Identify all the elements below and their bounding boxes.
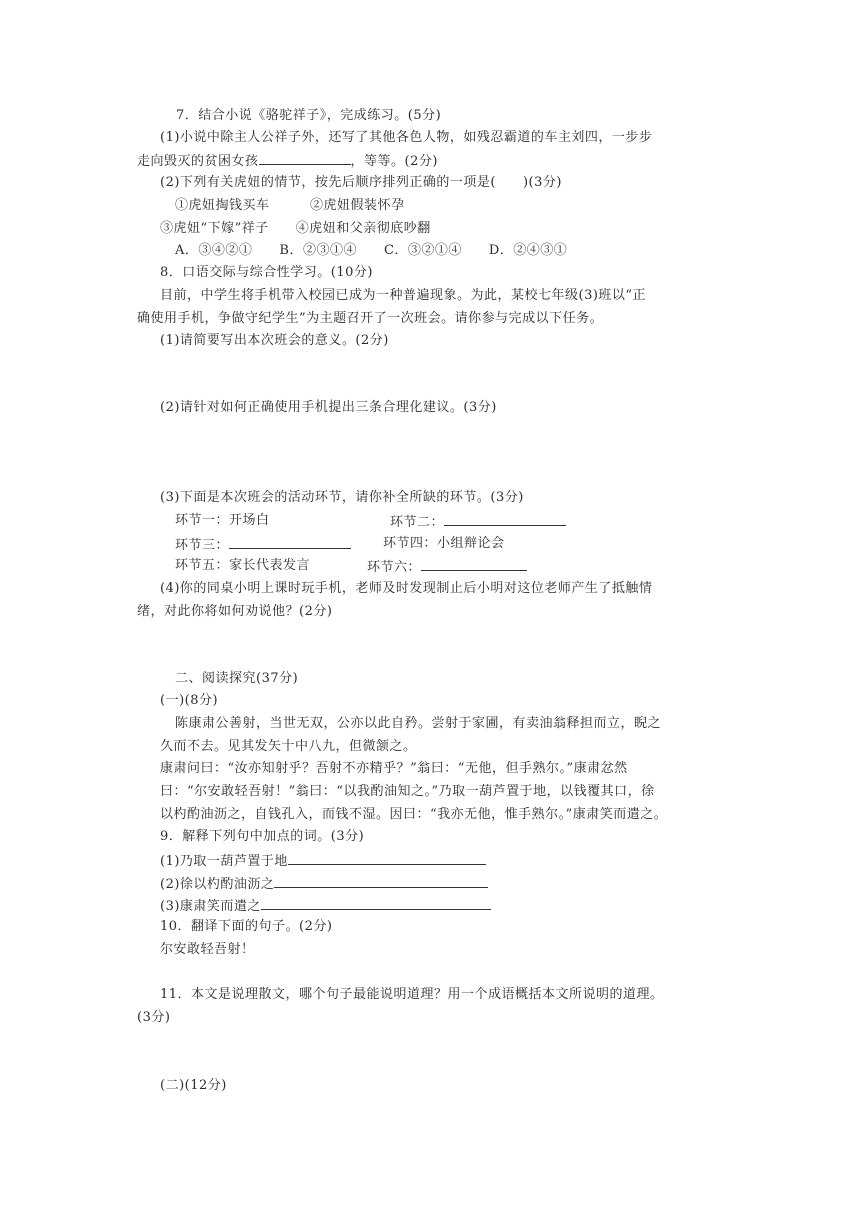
q7-part2: (2)下列有关虎妞的情节，按先后顺序排列正确的一项是( )(3分) bbox=[160, 175, 562, 190]
q11-line1: 11．本文是说理散文，哪个句子最能说明道理？用一个成语概括本文所说明的道理。 bbox=[160, 987, 664, 1002]
q7-choices: A．③④②① B．②③①④ C．③②①④ D．②④③① bbox=[175, 243, 568, 258]
q9-item1 bbox=[160, 851, 486, 871]
q9-item3 bbox=[160, 896, 491, 916]
q8-link6 bbox=[367, 557, 527, 577]
q8-task4-line2: 绪，对此你将如何劝说他？(2分) bbox=[137, 604, 333, 619]
section2-part2: (二)(12分) bbox=[160, 1078, 227, 1093]
q7-part1-text-b: ，等等。(2分) bbox=[350, 154, 438, 169]
q8-link1: 环节一：开场白 bbox=[175, 513, 270, 528]
q9-item2 bbox=[160, 874, 488, 894]
answer-blank[interactable] bbox=[444, 512, 566, 526]
q7-part1-text-a: 走向毁灭的贫困女孩 bbox=[137, 154, 259, 169]
q7-part1-line2 bbox=[137, 151, 438, 171]
q10-title: 10．翻译下面的句子。(2分) bbox=[160, 919, 333, 934]
passage-line3: 康肃问曰：“汝亦知射乎？吾射不亦精乎？”翁曰：“无他，但手熟尔。”康肃忿然 bbox=[160, 761, 628, 776]
q9-item1-text: (1)乃取一葫芦置于地 bbox=[160, 854, 288, 869]
answer-blank[interactable] bbox=[229, 535, 351, 549]
q9-title: 9．解释下列句中加点的词。(3分) bbox=[160, 829, 365, 844]
q10-sentence: 尔安敢轻吾射！ bbox=[160, 942, 255, 957]
q7-options-row1: ①虎妞掏钱买车 ②虎妞假装怀孕 bbox=[175, 198, 405, 213]
q8-link4: 环节四：小组辩论会 bbox=[383, 536, 505, 551]
answer-blank[interactable] bbox=[274, 874, 488, 888]
q9-item3-text: (3)康肃笑而遣之 bbox=[160, 899, 261, 914]
passage-line1: 陈康肃公善射，当世无双，公亦以此自矜。尝射于家圃，有卖油翁释担而立，睨之 bbox=[175, 716, 662, 731]
q8-link5: 环节五：家长代表发言 bbox=[175, 558, 311, 573]
q8-link2 bbox=[390, 512, 566, 532]
q8-intro-line1: 目前，中学生将手机带入校园已成为一种普遍现象。为此，某校七年级(3)班以“正 bbox=[160, 288, 647, 303]
q9-item2-text: (2)徐以杓酌油沥之 bbox=[160, 877, 275, 892]
answer-blank[interactable] bbox=[259, 151, 351, 165]
q8-task4-line1: (4)你的同桌小明上课时玩手机，老师及时发现制止后小明对这位老师产生了抵触情 bbox=[160, 581, 653, 596]
q7-title: 7．结合小说《骆驼祥子》，完成练习。(5分) bbox=[176, 108, 442, 123]
passage-line5: 以杓酌油沥之，自钱孔入，而钱不湿。因曰：“我亦无他，惟手熟尔。”康肃笑而遣之。 bbox=[160, 807, 668, 822]
q8-task2: (2)请针对如何正确使用手机提出三条合理化建议。(3分) bbox=[160, 400, 497, 415]
passage-line2: 久而不去。见其发矢十中八九，但微颔之。 bbox=[160, 739, 417, 754]
q7-options-row2: ③虎妞“下嫁”祥子 ④虎妞和父亲彻底吵翻 bbox=[160, 221, 431, 236]
answer-blank[interactable] bbox=[261, 896, 491, 910]
q8-title: 8．口语交际与综合性学习。(10分) bbox=[160, 265, 373, 280]
q8-task1: (1)请简要写出本次班会的意义。(2分) bbox=[160, 333, 389, 348]
section2-title: 二、阅读探究(37分) bbox=[175, 671, 299, 686]
q8-link2-label: 环节二： bbox=[390, 515, 445, 530]
q8-task3: (3)下面是本次班会的活动环节，请你补全所缺的环节。(3分) bbox=[160, 490, 524, 505]
q8-link3-label: 环节三： bbox=[175, 538, 230, 553]
q8-link6-label: 环节六： bbox=[367, 560, 422, 575]
passage-line4: 曰：“尔安敢轻吾射！”翁曰：“以我酌油知之。”乃取一葫芦置于地，以钱覆其口，徐 bbox=[160, 784, 655, 799]
q8-link3 bbox=[175, 535, 351, 555]
answer-blank[interactable] bbox=[288, 851, 486, 865]
answer-blank[interactable] bbox=[421, 557, 527, 571]
q8-intro-line2: 确使用手机，争做守纪学生”为主题召开了一次班会。请你参与完成以下任务。 bbox=[137, 311, 604, 326]
section2-part1: (一)(8分) bbox=[160, 693, 219, 708]
q7-part1-line1: (1)小说中除主人公祥子外，还写了其他各色人物，如残忍霸道的车主刘四，一步步 bbox=[160, 130, 653, 145]
q11-line2: (3分) bbox=[137, 1010, 171, 1025]
